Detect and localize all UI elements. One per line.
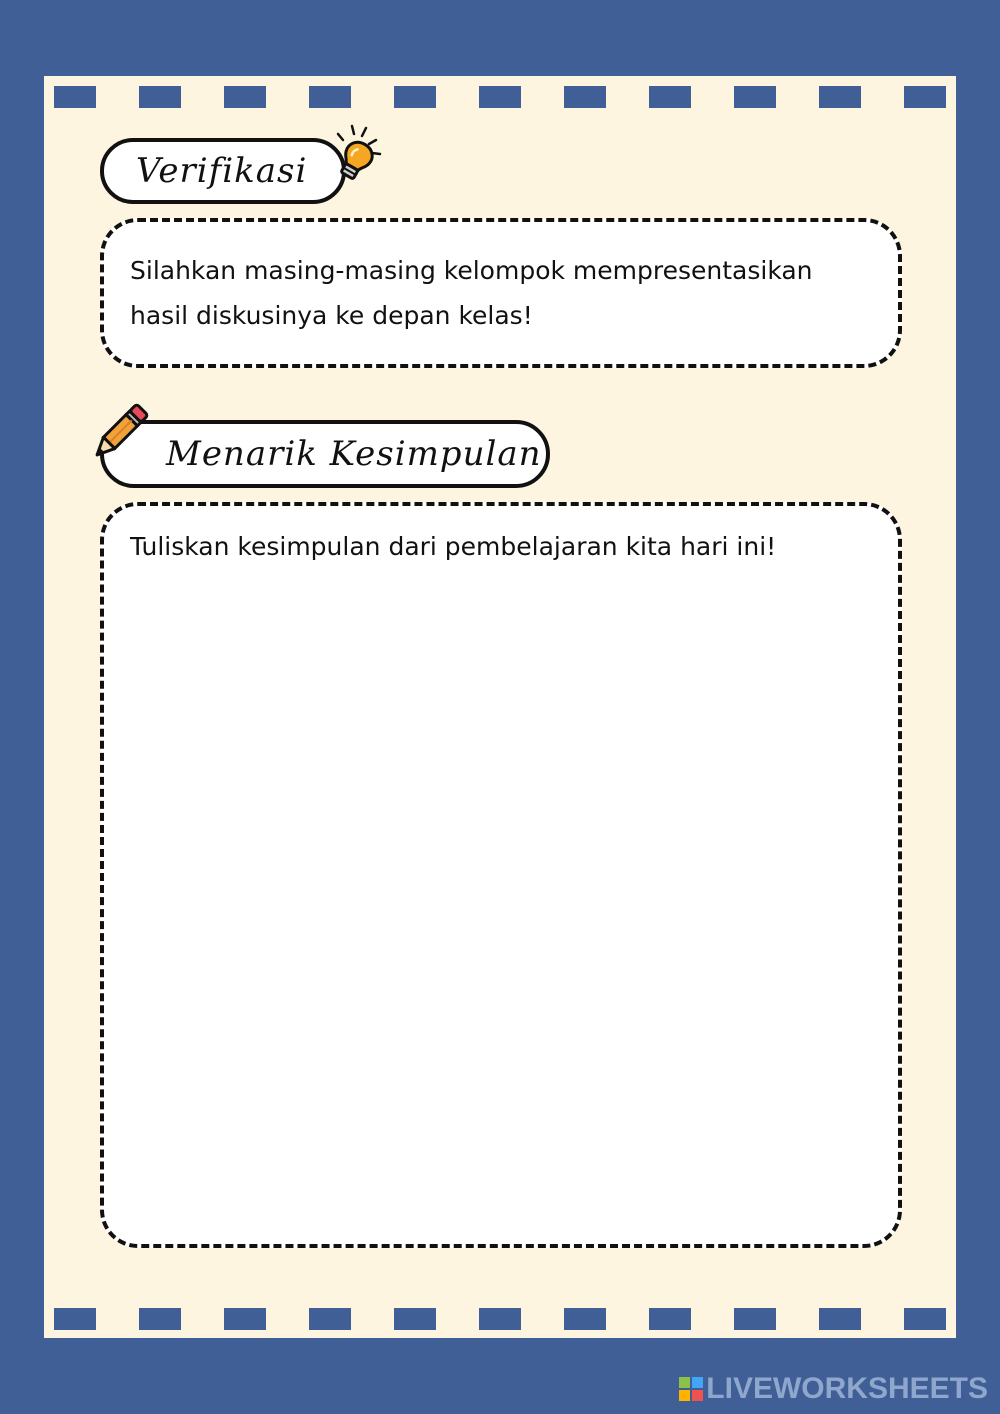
border-notch [564, 1308, 606, 1330]
instruction-text [130, 248, 813, 338]
instruction-text [130, 524, 776, 569]
border-notch [904, 1308, 946, 1330]
section-title-text: Menarik Kesimpulan [166, 434, 542, 474]
border-notch [224, 1308, 266, 1330]
border-notch [309, 86, 351, 108]
instruction-box-verifikasi [100, 218, 902, 368]
border-notch [479, 86, 521, 108]
liveworksheets-logo-icon [678, 1376, 704, 1402]
border-notch [139, 1308, 181, 1330]
instruction-line: hasil diskusinya ke depan kelas! [130, 301, 533, 330]
lightbulb-icon [322, 122, 384, 188]
instruction-line: Tuliskan kesimpulan dari pembelajaran kita hari ini! [130, 532, 777, 561]
border-notch [394, 86, 436, 108]
border-notch [54, 86, 96, 108]
liveworksheets-brand [678, 1372, 988, 1406]
pencil-icon [84, 398, 154, 468]
section-title-menarik-kesimpulan [100, 420, 550, 488]
border-notch [734, 86, 776, 108]
border-notch [394, 1308, 436, 1330]
border-notch [54, 1308, 96, 1330]
border-notch [649, 86, 691, 108]
border-notch [224, 86, 266, 108]
instruction-line: Silahkan masing-masing kelompok mempresentasikan [130, 256, 813, 285]
answer-box-kesimpulan[interactable] [100, 502, 902, 1248]
border-notch [904, 86, 946, 108]
border-notch [564, 86, 606, 108]
section-title-verifikasi [100, 138, 346, 204]
brand-name: LIVEWORKSHEETS [706, 1372, 988, 1405]
border-notch [649, 1308, 691, 1330]
border-notch [139, 86, 181, 108]
border-notch [309, 1308, 351, 1330]
border-notch [819, 1308, 861, 1330]
border-notch [819, 86, 861, 108]
border-notch [479, 1308, 521, 1330]
border-notch [734, 1308, 776, 1330]
section-title-text: Verifikasi [136, 151, 308, 191]
